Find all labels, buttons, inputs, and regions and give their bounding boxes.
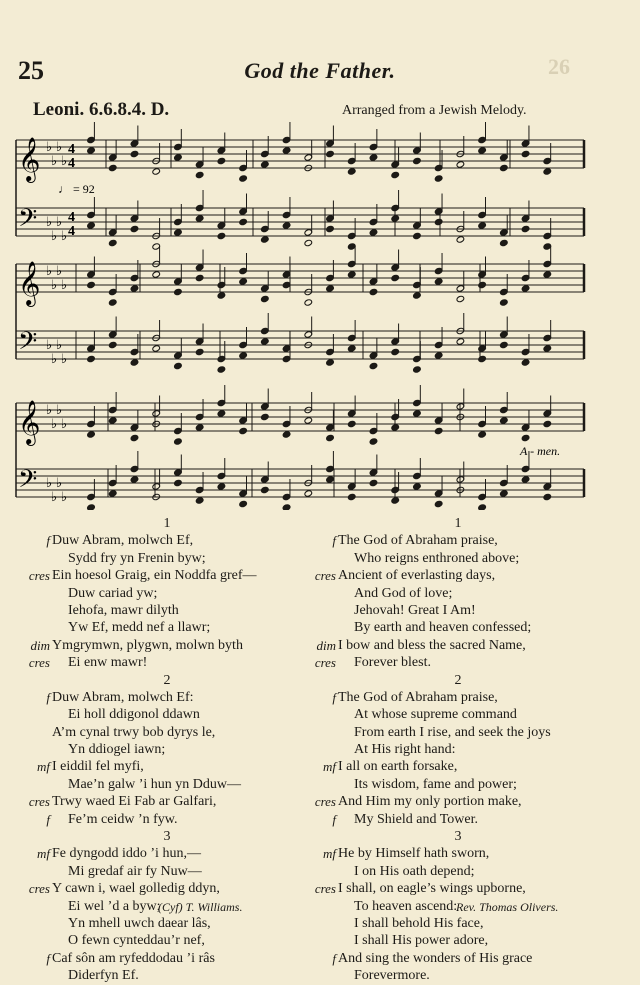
note-head: [239, 278, 248, 285]
flat-icon: ♭: [51, 229, 58, 244]
flat-icon: ♭: [51, 490, 58, 505]
verse-line-text: Forever blest.: [354, 655, 431, 671]
note-head: [87, 504, 96, 510]
flat-icon: ♭: [61, 229, 68, 244]
note-head: [326, 285, 335, 292]
dynamic-marking: cres: [28, 881, 50, 897]
verse-line-text: He by Himself hath sworn,: [338, 846, 490, 862]
note-head: [130, 359, 139, 366]
note-head: [108, 239, 117, 246]
verse-line: [338, 585, 578, 602]
dynamic-marking: cres: [314, 655, 336, 671]
verse-line: [338, 915, 578, 932]
verse-line-text: And God of love;: [354, 585, 453, 601]
note-head: [304, 239, 313, 246]
verse-line: [332, 689, 578, 706]
verse-line: [338, 932, 578, 949]
note-head: [500, 239, 509, 246]
verse-line: [338, 967, 578, 984]
dynamic-marking: mf: [323, 846, 336, 862]
note-head: [543, 345, 552, 352]
verse-line: [28, 654, 282, 671]
verse-line-text: To heaven ascend:: [354, 898, 458, 914]
note-head: [369, 362, 378, 369]
note-head: [108, 490, 117, 497]
note-head: [108, 341, 117, 348]
dynamic-marking: f: [46, 950, 50, 966]
verse-line: [52, 585, 282, 602]
note-head: [152, 271, 161, 278]
amen-text: A - men.: [520, 444, 561, 458]
note-head: [130, 150, 139, 157]
note-head: [261, 295, 270, 302]
dynamic-marking: mf: [323, 759, 336, 775]
note-head: [391, 171, 400, 178]
note-head: [413, 232, 422, 239]
flat-icon: ♭: [46, 338, 53, 353]
note-head: [152, 345, 161, 352]
note-head: [108, 417, 117, 424]
verse-line-text: Diderfyn Ef.: [68, 968, 139, 984]
note-head: [369, 154, 378, 161]
note-head: [391, 497, 400, 504]
flat-icon: ♭: [46, 476, 53, 491]
verse-line-text: O fewn cynteddau’r nef,: [68, 933, 205, 949]
note-head: [174, 229, 183, 236]
note-head: [87, 222, 96, 229]
verse-line-text: I all on earth forsake,: [338, 759, 458, 775]
verse-line-text: Ei enw mawr!: [68, 655, 148, 671]
verse-line: [52, 724, 282, 741]
verse-line-text: Y cawn i, wael golledig ddyn,: [52, 881, 220, 897]
verse-line: [316, 637, 578, 654]
note-head: [304, 299, 313, 306]
note-head: [217, 366, 226, 373]
note-head: [174, 154, 183, 161]
time-signature-top: 4: [68, 142, 75, 157]
flat-icon: ♭: [61, 278, 68, 293]
note-head: [195, 497, 204, 504]
verse-line: [30, 637, 282, 654]
verse-line: [323, 845, 578, 862]
note-head: [369, 288, 378, 295]
verse-line-text: I shall His power adore,: [354, 933, 489, 949]
note-head: [456, 161, 465, 168]
dynamic-marking: cres: [28, 655, 50, 671]
flat-icon: ♭: [56, 140, 63, 155]
dynamic-marking: f: [332, 689, 336, 705]
dynamic-marking: cres: [314, 881, 336, 897]
verse-line-text: Yn ddiogel iawn;: [68, 742, 166, 758]
note-head: [304, 490, 313, 497]
flat-icon: ♭: [46, 140, 53, 155]
verse-line: [338, 550, 578, 567]
dynamic-marking: cres: [28, 794, 50, 810]
verse-line-text: From earth I rise, and seek the joys: [354, 724, 551, 740]
dynamic-marking: cres: [314, 794, 336, 810]
note-head: [500, 341, 509, 348]
hymn-title: God the Father.: [244, 58, 396, 83]
verse-line: [323, 758, 578, 775]
note-head: [174, 438, 183, 445]
verse-line: [314, 793, 578, 810]
flat-icon: ♭: [56, 264, 63, 279]
note-head: [521, 150, 530, 157]
flat-icon: ♭: [46, 215, 53, 230]
note-head: [500, 299, 509, 306]
note-head: [195, 348, 204, 355]
verse-line: [46, 950, 282, 967]
verse-number: 2: [163, 672, 171, 688]
note-head: [195, 215, 204, 222]
verse-number: 1: [454, 516, 462, 531]
note-head: [217, 483, 226, 490]
note-head: [391, 215, 400, 222]
verse-line-text: The God of Abraham praise,: [338, 533, 498, 549]
verse-line: [338, 706, 578, 723]
note-head: [434, 218, 443, 225]
verse-line: [314, 654, 578, 671]
verse-number: 3: [163, 829, 171, 845]
verse-line-text: Trwy waed Ei Fab ar Galfari,: [52, 794, 217, 810]
time-signature-bottom: 4: [68, 156, 75, 171]
flat-icon: ♭: [56, 403, 63, 418]
note-head: [543, 168, 552, 175]
arrangement-credit: Arranged from a Jewish Melody.: [342, 103, 527, 118]
hymn-number: 25: [18, 56, 44, 85]
note-head: [239, 175, 248, 182]
verse-line-text: Caf sôn am ryfeddodau ’i râs: [52, 950, 215, 966]
note-head: [478, 147, 487, 154]
verse-line-text: Ei holl ddigonol ddawn: [68, 707, 200, 723]
verse-line: [28, 880, 282, 897]
note-head: [195, 274, 204, 281]
note-head: [500, 490, 509, 497]
verse-line: [338, 724, 578, 741]
verse-line-text: Mi gredaf air fy Nuw—: [68, 863, 202, 879]
note-head: [347, 168, 356, 175]
note-head: [130, 434, 139, 441]
verse-line-text: Yn mhell uwch daear lâs,: [68, 915, 211, 931]
verse-line-text: At His right hand:: [354, 742, 456, 758]
verse-line-text: Yw Ef, medd nef a llawr;: [68, 620, 211, 636]
dynamic-marking: cres: [28, 568, 50, 584]
note-head: [543, 420, 552, 427]
flat-icon: ♭: [56, 338, 63, 353]
verse-line-text: I on His oath depend;: [354, 863, 475, 879]
flat-icon: ♭: [51, 154, 58, 169]
note-head: [87, 281, 96, 288]
dynamic-marking: f: [332, 950, 336, 966]
note-head: [261, 236, 270, 243]
dynamic-marking: f: [332, 811, 336, 827]
verse-line-text: Duw Abram, molwch Ef,: [52, 533, 194, 549]
flat-icon: ♭: [56, 215, 63, 230]
verse-line-text: Its wisdom, fame and power;: [354, 776, 517, 792]
flat-icon: ♭: [46, 264, 53, 279]
verse-line: [52, 741, 282, 758]
note-head: [239, 500, 248, 507]
note-head: [478, 222, 487, 229]
verse-line-text: Fe dyngodd iddo ’i hun,—: [52, 846, 201, 862]
note-head: [326, 476, 335, 483]
note-head: [261, 161, 270, 168]
flat-icon: ♭: [61, 352, 68, 367]
note-head: [195, 424, 204, 431]
note-head: [347, 271, 356, 278]
dynamic-marking: f: [332, 533, 336, 549]
verse-line-text: Jehovah! Great I Am!: [354, 602, 476, 618]
note-head: [500, 164, 509, 171]
flat-icon: ♭: [61, 154, 68, 169]
verse-line: [46, 811, 282, 828]
note-head: [87, 431, 96, 438]
verse-line: [28, 793, 282, 810]
note-head: [521, 225, 530, 232]
note-head: [239, 352, 248, 359]
verse-line: [314, 880, 578, 897]
treble-clef-icon: 𝄞: [18, 137, 41, 181]
verse-line: [52, 915, 282, 932]
verse-line-text: And sing the wonders of His grace: [338, 950, 533, 966]
note-head: [261, 486, 270, 493]
note-head: [413, 410, 422, 417]
verse-number: 2: [454, 672, 462, 688]
note-head: [239, 218, 248, 225]
note-head: [434, 500, 443, 507]
note-head: [369, 229, 378, 236]
note-head: [326, 225, 335, 232]
note-head: [217, 410, 226, 417]
flat-icon: ♭: [56, 476, 63, 491]
verse-line-text: Who reigns enthroned above;: [354, 550, 520, 566]
note-head: [130, 225, 139, 232]
dynamic-marking: f: [46, 533, 50, 549]
verse-line: [52, 863, 282, 880]
note-head: [87, 147, 96, 154]
note-head: [478, 504, 487, 510]
note-head: [217, 292, 226, 299]
verse-line-text: Fe’m ceidw ’n fyw.: [68, 811, 178, 827]
flat-icon: ♭: [61, 417, 68, 432]
note-head: [282, 147, 291, 154]
note-head: [239, 427, 248, 434]
dynamic-marking: f: [46, 811, 50, 827]
note-head: [478, 431, 487, 438]
note-head: [521, 434, 530, 441]
note-head: [130, 476, 139, 483]
note-head: [434, 352, 443, 359]
time-signature-top: 4: [68, 210, 75, 225]
note-head: [413, 483, 422, 490]
note-head: [326, 434, 335, 441]
note-head: [174, 288, 183, 295]
verse-line-text: Ein hoesol Graig, ein Noddfa gref—: [52, 568, 257, 584]
note-head: [108, 299, 117, 306]
verse-line: [52, 619, 282, 636]
dynamic-marking: dim: [316, 637, 336, 653]
note-head: [521, 359, 530, 366]
note-head: [195, 171, 204, 178]
note-head: [217, 157, 226, 164]
staves: [16, 122, 584, 510]
note-head: [347, 345, 356, 352]
verse-line: [28, 567, 282, 584]
verse-line: [52, 967, 282, 984]
note-head: [347, 493, 356, 500]
note-head: [478, 355, 487, 362]
note-head: [391, 348, 400, 355]
tempo-marking: ♩ = 92: [58, 182, 95, 196]
flat-icon: ♭: [46, 403, 53, 418]
verse-line-text: Forevermore.: [354, 968, 430, 984]
note-head: [456, 338, 465, 345]
note-head: [543, 271, 552, 278]
flat-icon: ♭: [51, 278, 58, 293]
verse-line-text: The God of Abraham praise,: [338, 689, 498, 705]
verse-line: [332, 532, 578, 549]
verse-line-text: I shall, on eagle’s wings upborne,: [338, 881, 526, 897]
note-head: [282, 431, 291, 438]
note-head: [456, 236, 465, 243]
note-head: [521, 476, 530, 483]
dynamic-marking: f: [46, 689, 50, 705]
note-head: [434, 278, 443, 285]
note-head: [500, 417, 509, 424]
treble-clef-icon: 𝄞: [18, 400, 41, 444]
verse-line: [52, 932, 282, 949]
verse-line: [338, 776, 578, 793]
note-head: [130, 285, 139, 292]
note-head: [478, 281, 487, 288]
dynamic-marking: mf: [37, 846, 50, 862]
note-head: [391, 274, 400, 281]
note-head: [369, 438, 378, 445]
verse-line-text: Ancient of everlasting days,: [338, 568, 496, 584]
note-head: [521, 285, 530, 292]
bass-clef-icon: 𝄢: [18, 327, 38, 362]
bleed-through-page-number: 26: [548, 54, 570, 79]
note-head: [174, 479, 183, 486]
verse-line: [338, 741, 578, 758]
time-signature-bottom: 4: [68, 224, 75, 239]
note-head: [282, 355, 291, 362]
verse-line-text: At whose supreme command: [354, 707, 517, 723]
note-head: [434, 427, 443, 434]
verse-line-text: My Shield and Tower.: [354, 811, 478, 827]
note-head: [282, 504, 291, 510]
verse-line-text: Ymgrymwn, plygwn, molwn byth: [52, 637, 243, 653]
author-credit: Rev. Thomas Olivers.: [456, 900, 559, 914]
note-head: [413, 157, 422, 164]
verse-number: 1: [163, 516, 171, 531]
verse-line: [52, 550, 282, 567]
note-head: [543, 493, 552, 500]
verse-line: [46, 532, 282, 549]
flat-icon: ♭: [51, 417, 58, 432]
music-score: [0, 120, 640, 510]
note-head: [108, 164, 117, 171]
verse-line: [338, 602, 578, 619]
note-head: [369, 479, 378, 486]
verse-line-text: A’m cynal trwy bob dyrys le,: [52, 724, 216, 740]
verse-line-text: Duw Abram, molwch Ef:: [52, 689, 194, 705]
note-head: [304, 417, 313, 424]
verse-line-text: I bow and bless the sacred Name,: [338, 637, 526, 653]
verse-line-text: Iehofa, mawr dilyth: [68, 602, 179, 618]
note-head: [413, 292, 422, 299]
note-head: [152, 168, 161, 175]
note-head: [261, 413, 270, 420]
note-head: [282, 222, 291, 229]
note-head: [347, 420, 356, 427]
verse-line: [332, 811, 578, 828]
verse-line-text: Duw cariad yw;: [68, 585, 158, 601]
note-head: [326, 150, 335, 157]
verse-line: [314, 567, 578, 584]
verse-line: [332, 950, 578, 967]
verse-line: [338, 863, 578, 880]
verse-line: [52, 602, 282, 619]
note-head: [261, 338, 270, 345]
verse-line-text: I shall behold His face,: [354, 915, 484, 931]
verse-line-text: And Him my only portion make,: [338, 794, 522, 810]
verse-line-text: Sydd fry yn Frenin byw;: [68, 550, 206, 566]
verse-number: 3: [454, 829, 462, 845]
flat-icon: ♭: [61, 490, 68, 505]
dynamic-marking: mf: [37, 759, 50, 775]
bass-clef-icon: 𝄢: [18, 204, 38, 239]
verse-line: [37, 758, 282, 775]
dynamic-marking: dim: [30, 637, 50, 653]
note-head: [456, 295, 465, 302]
verse-line: [46, 689, 282, 706]
welsh-translator-credit: (Cyf) T. Williams.: [158, 900, 243, 914]
verse-line-text: I eiddil fel myfi,: [52, 759, 144, 775]
note-head: [413, 366, 422, 373]
bass-clef-icon: 𝄢: [18, 465, 38, 500]
flat-icon: ♭: [51, 352, 58, 367]
note-head: [391, 424, 400, 431]
dynamic-marking: cres: [314, 568, 336, 584]
verse-line: [37, 845, 282, 862]
verse-line: [52, 776, 282, 793]
note-head: [434, 175, 443, 182]
note-head: [326, 359, 335, 366]
verse-line-text: Mae’n galw ’i hun yn Dduw—: [68, 776, 242, 792]
treble-clef-icon: 𝄞: [18, 261, 41, 305]
tune-name: Leoni. 6.6.8.4. D.: [33, 99, 170, 120]
verse-line-text: Ei wel ’d a byw;: [68, 898, 161, 914]
note-head: [217, 232, 226, 239]
verse-line-text: By earth and heaven confessed;: [354, 620, 532, 636]
note-head: [174, 362, 183, 369]
verse-line: [338, 619, 578, 636]
note-head: [87, 355, 96, 362]
verse-line: [52, 706, 282, 723]
